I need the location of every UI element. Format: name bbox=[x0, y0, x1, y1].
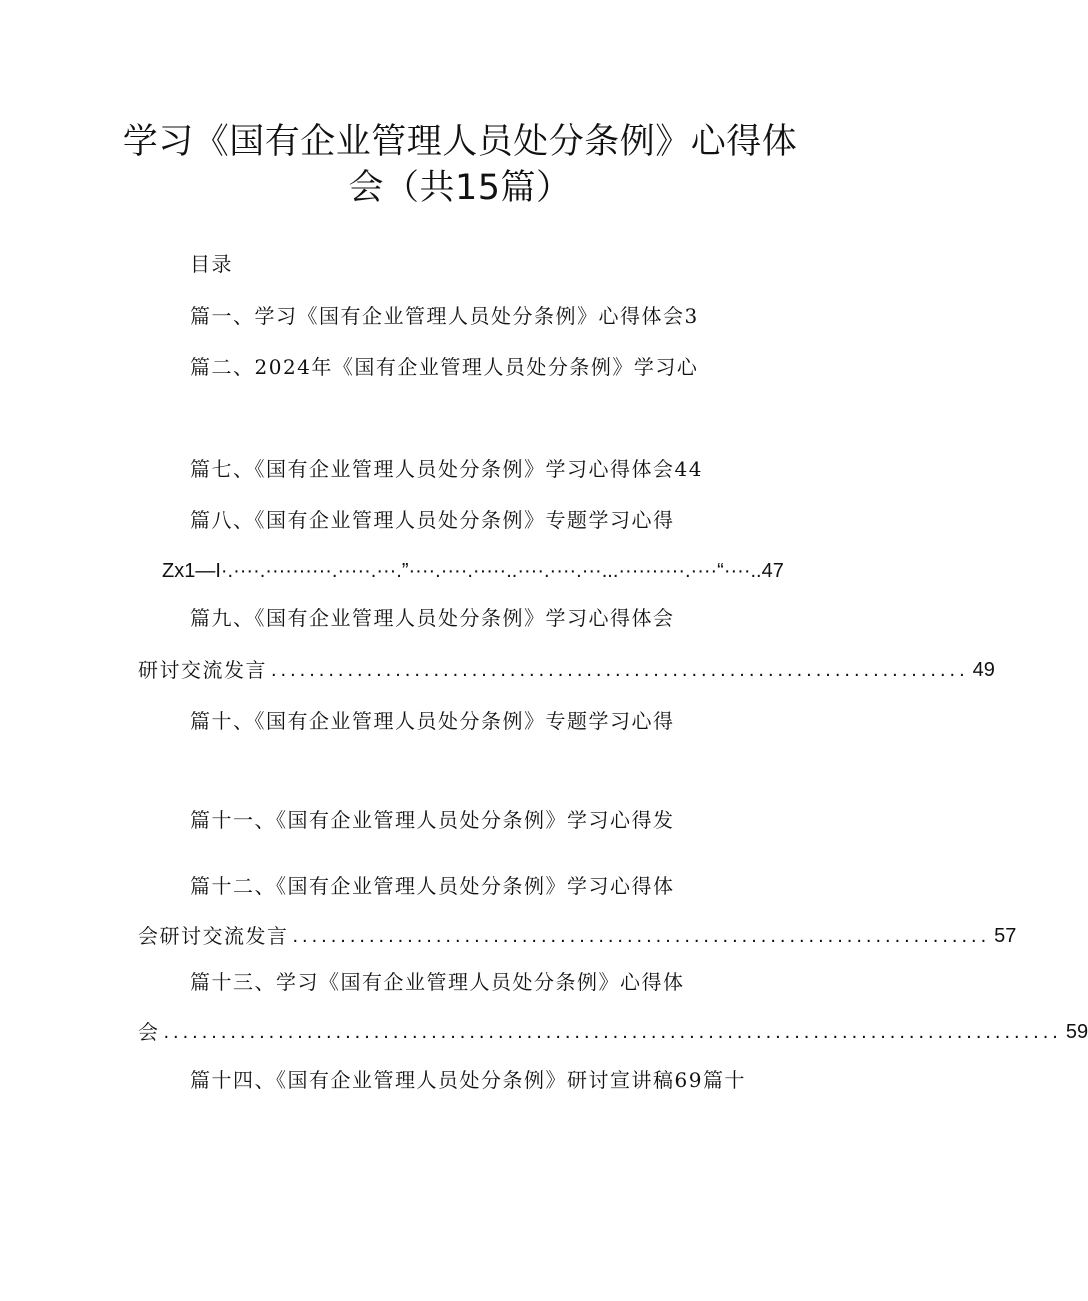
toc-entry-10: 篇十、《国有企业管理人员处分条例》专题学习心得 bbox=[190, 709, 675, 733]
toc-entry-9: 篇九、《国有企业管理人员处分条例》学习心得体会 bbox=[190, 606, 675, 630]
toc-leader-dots: .............................................................................................. bbox=[163, 1021, 1062, 1043]
toc-page-number: 59 bbox=[1065, 1021, 1088, 1043]
toc-entry-1: 篇一、学习《国有企业管理人员处分条例》心得体会3 bbox=[190, 304, 699, 328]
document-title-line2: 会（共15篇） bbox=[348, 168, 572, 208]
toc-entry-14: 篇十四、《国有企业管理人员处分条例》研讨宣讲稿69篇十 bbox=[190, 1068, 746, 1092]
toc-entry-13: 篇十三、学习《国有企业管理人员处分条例》心得体 bbox=[190, 970, 685, 994]
toc-entry-12-continuation bbox=[138, 922, 1017, 950]
toc-entry-label: 会研讨交流发言 bbox=[138, 924, 289, 948]
toc-entry-8: 篇八、《国有企业管理人员处分条例》专题学习心得 bbox=[190, 508, 675, 532]
toc-page-number: 57 bbox=[994, 925, 1017, 947]
toc-entry-11: 篇十一、《国有企业管理人员处分条例》学习心得发 bbox=[190, 808, 675, 832]
toc-leader-dots: ......................................................................... bbox=[292, 925, 991, 947]
toc-entry-13-continuation bbox=[138, 1018, 1088, 1046]
toc-entry-2: 篇二、2024年《国有企业管理人员处分条例》学习心 bbox=[190, 355, 699, 379]
toc-heading: 目录 bbox=[190, 252, 233, 276]
toc-entry-label: 会 bbox=[138, 1020, 160, 1044]
document-title-line1: 学习《国有企业管理人员处分条例》心得体 bbox=[122, 122, 798, 162]
toc-entry-7: 篇七、《国有企业管理人员处分条例》学习心得体会44 bbox=[190, 457, 703, 481]
toc-page-number: 49 bbox=[972, 659, 995, 681]
toc-entry-9-continuation bbox=[138, 656, 995, 684]
toc-entry-label: 研讨交流发言 bbox=[138, 658, 267, 682]
toc-entry-12: 篇十二、《国有企业管理人员处分条例》学习心得体 bbox=[190, 874, 675, 898]
toc-entry-8-continuation: Zx1—I·.····.··········.·····.···.”····.····.·····..····.····.···...··········.····“····..47 bbox=[162, 560, 784, 582]
toc-leader-dots: ......................................................................... bbox=[271, 659, 969, 681]
